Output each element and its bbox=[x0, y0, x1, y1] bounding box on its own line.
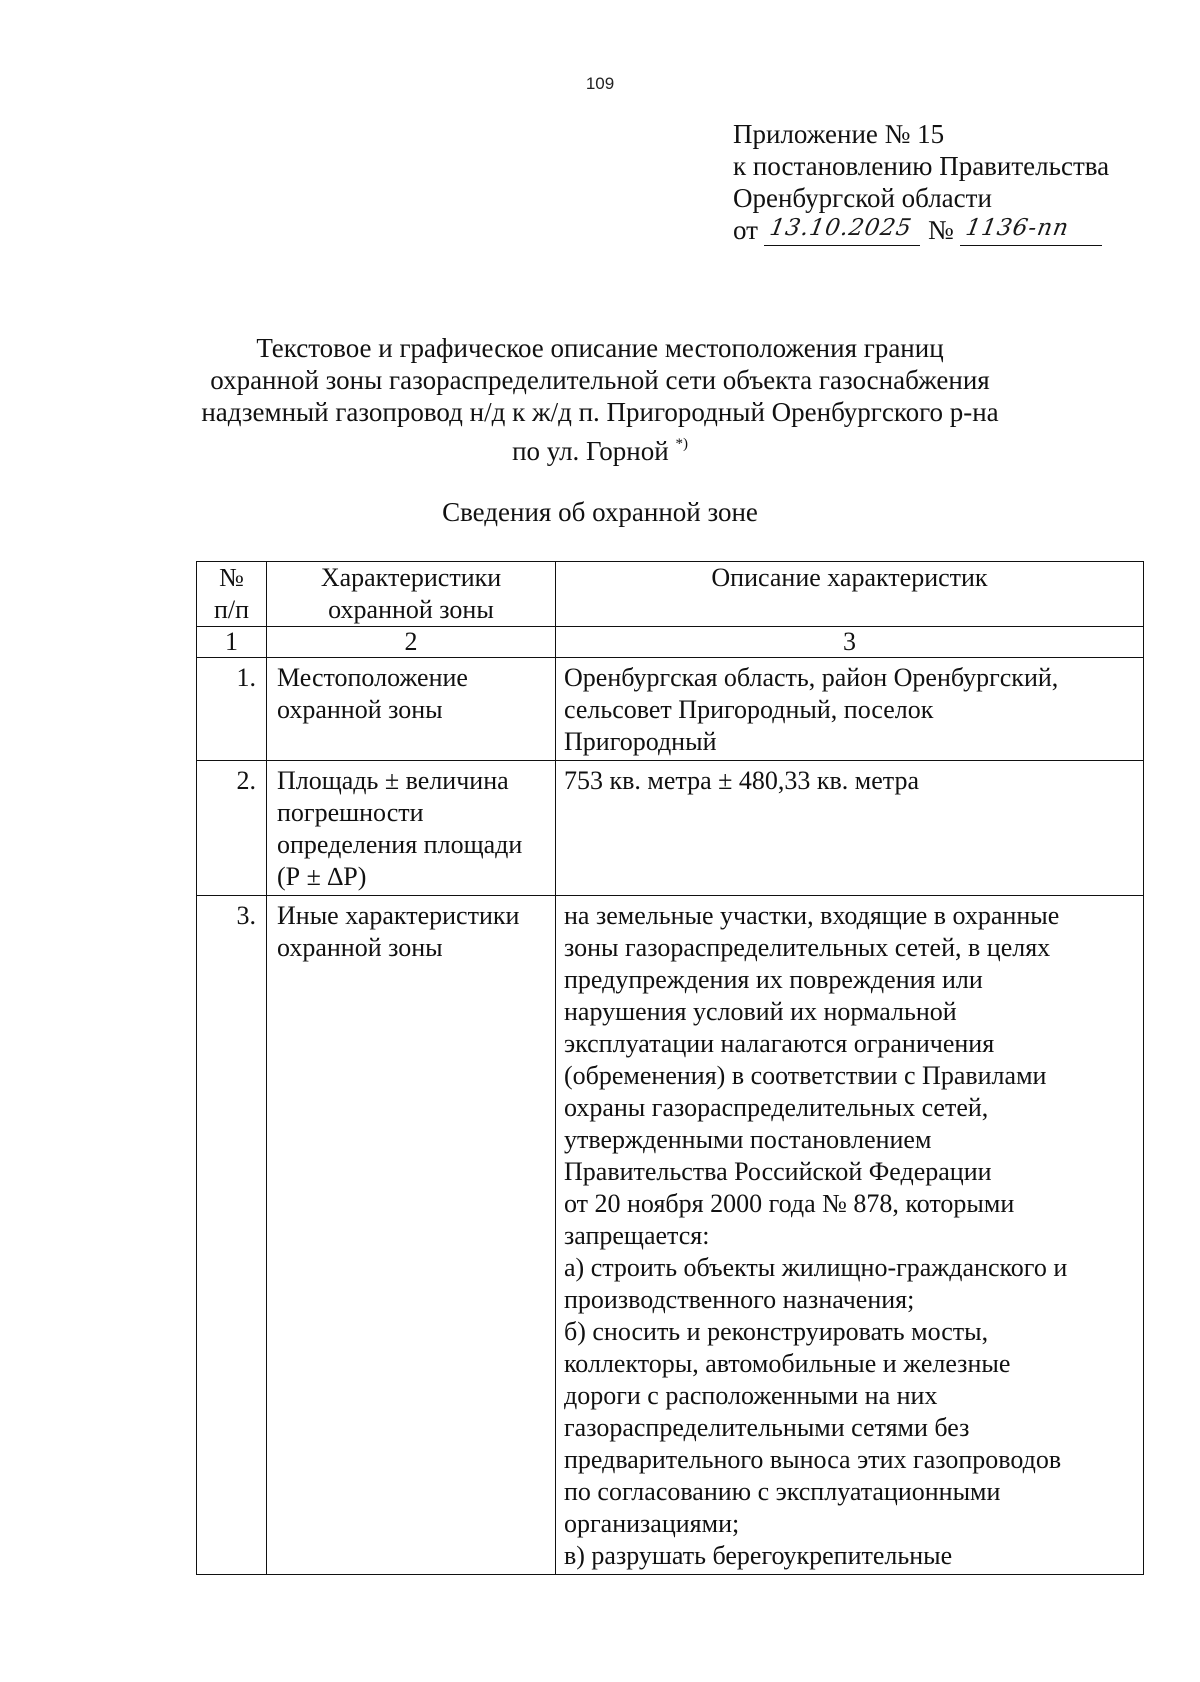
description-line: охраны газораспределительных сетей, bbox=[564, 1093, 989, 1122]
title-line-4: по ул. Горной bbox=[512, 436, 669, 466]
table-row bbox=[197, 761, 1144, 896]
description-line: зоны газораспределительных сетей, в целях bbox=[564, 933, 1051, 962]
row-characteristic bbox=[267, 761, 556, 896]
description-line: организациями; bbox=[564, 1509, 740, 1538]
characteristic-line: охранной зоны bbox=[277, 695, 443, 724]
description-line: утвержденными постановлением bbox=[564, 1125, 932, 1154]
description-line: в) разрушать берегоукрепительные bbox=[564, 1541, 953, 1570]
header-characteristic bbox=[267, 562, 556, 627]
document-title bbox=[0, 332, 1200, 467]
characteristic-line: погрешности bbox=[277, 798, 424, 827]
column-number-2: 2 bbox=[267, 627, 556, 658]
description-line: эксплуатации налагаются ограничения bbox=[564, 1029, 995, 1058]
appendix-line-3: Оренбургской области bbox=[733, 183, 992, 213]
row-characteristic bbox=[267, 896, 556, 1575]
footnote-mark: *) bbox=[675, 436, 688, 452]
section-title: Сведения об охранной зоне bbox=[442, 497, 758, 527]
characteristic-line: определения площади bbox=[277, 830, 523, 859]
description-line: (обременения) в соответствии с Правилами bbox=[564, 1061, 1047, 1090]
row-number: 3. bbox=[197, 896, 267, 1575]
title-line-3: надземный газопровод н/д к ж/д п. Пригородный Оренбургского р-на bbox=[201, 397, 999, 427]
title-line-1: Текстовое и графическое описание местоположения границ bbox=[256, 333, 944, 363]
description-line: коллекторы, автомобильные и железные bbox=[564, 1349, 1011, 1378]
table-header-row bbox=[197, 562, 1144, 627]
appendix-date-number-line bbox=[733, 214, 1109, 246]
handwritten-date: 13.10.2025 bbox=[767, 215, 914, 241]
row-description bbox=[556, 658, 1144, 761]
column-number-1: 1 bbox=[197, 627, 267, 658]
date-field bbox=[764, 215, 920, 246]
characteristic-line: Местоположение bbox=[277, 663, 468, 692]
description-line: газораспределительными сетями без bbox=[564, 1413, 970, 1442]
description-line: Оренбургская область, район Оренбургский, bbox=[564, 663, 1059, 692]
description-line: предупреждения их повреждения или bbox=[564, 965, 983, 994]
characteristic-line: охранной зоны bbox=[277, 933, 443, 962]
header-description: Описание характеристик bbox=[556, 562, 1144, 627]
header-characteristic-line-1: Характеристики bbox=[320, 563, 502, 592]
appendix-block bbox=[733, 118, 1109, 246]
description-line: запрещается: bbox=[564, 1221, 710, 1250]
page-number: 109 bbox=[585, 74, 615, 93]
characteristic-line: (Р ± ∆Р) bbox=[277, 862, 367, 891]
header-characteristic-line-2: охранной зоны bbox=[328, 595, 494, 624]
header-number-line-1: № bbox=[219, 563, 244, 592]
table-row bbox=[197, 658, 1144, 761]
column-number-3: 3 bbox=[556, 627, 1144, 658]
table-row bbox=[197, 896, 1144, 1575]
description-line: нарушения условий их нормальной bbox=[564, 997, 957, 1026]
description-line: сельсовет Пригородный, поселок bbox=[564, 695, 934, 724]
description-line: Правительства Российской Федерации bbox=[564, 1157, 992, 1186]
characteristic-line: Иные характеристики bbox=[277, 901, 520, 930]
description-line: 753 кв. метра ± 480,33 кв. метра bbox=[564, 766, 920, 795]
description-line: производственного назначения; bbox=[564, 1285, 915, 1314]
number-field bbox=[960, 215, 1102, 246]
handwritten-number: 1136-пп bbox=[963, 215, 1071, 241]
description-line: а) строить объекты жилищно-гражданского и bbox=[564, 1253, 1068, 1282]
row-number: 2. bbox=[197, 761, 267, 896]
table-body bbox=[197, 658, 1144, 1575]
row-description bbox=[556, 896, 1144, 1575]
description-line: дороги с расположенными на них bbox=[564, 1381, 938, 1410]
title-line-2: охранной зоны газораспределительной сети объекта газоснабжения bbox=[210, 365, 990, 395]
title-line-4-wrap bbox=[0, 428, 1200, 467]
protected-zone-table bbox=[196, 561, 1144, 1575]
description-line: от 20 ноября 2000 года № 878, которыми bbox=[564, 1189, 1015, 1218]
column-numbers-row bbox=[197, 627, 1144, 658]
characteristic-line: Площадь ± величина bbox=[277, 766, 509, 795]
description-line: б) сносить и реконструировать мосты, bbox=[564, 1317, 989, 1346]
header-number bbox=[197, 562, 267, 627]
appendix-line-2: к постановлению Правительства bbox=[733, 151, 1110, 181]
number-label: № bbox=[927, 215, 954, 245]
row-description bbox=[556, 761, 1144, 896]
description-line: предварительного выноса этих газопроводов bbox=[564, 1445, 1062, 1474]
header-number-line-2: п/п bbox=[213, 595, 250, 624]
row-number: 1. bbox=[197, 658, 267, 761]
from-label: от bbox=[733, 215, 758, 245]
description-line: Пригородный bbox=[564, 727, 717, 756]
description-line: на земельные участки, входящие в охранные bbox=[564, 901, 1060, 930]
appendix-line-1: Приложение № 15 bbox=[733, 119, 945, 149]
description-line: по согласованию с эксплуатационными bbox=[564, 1477, 1001, 1506]
row-characteristic bbox=[267, 658, 556, 761]
